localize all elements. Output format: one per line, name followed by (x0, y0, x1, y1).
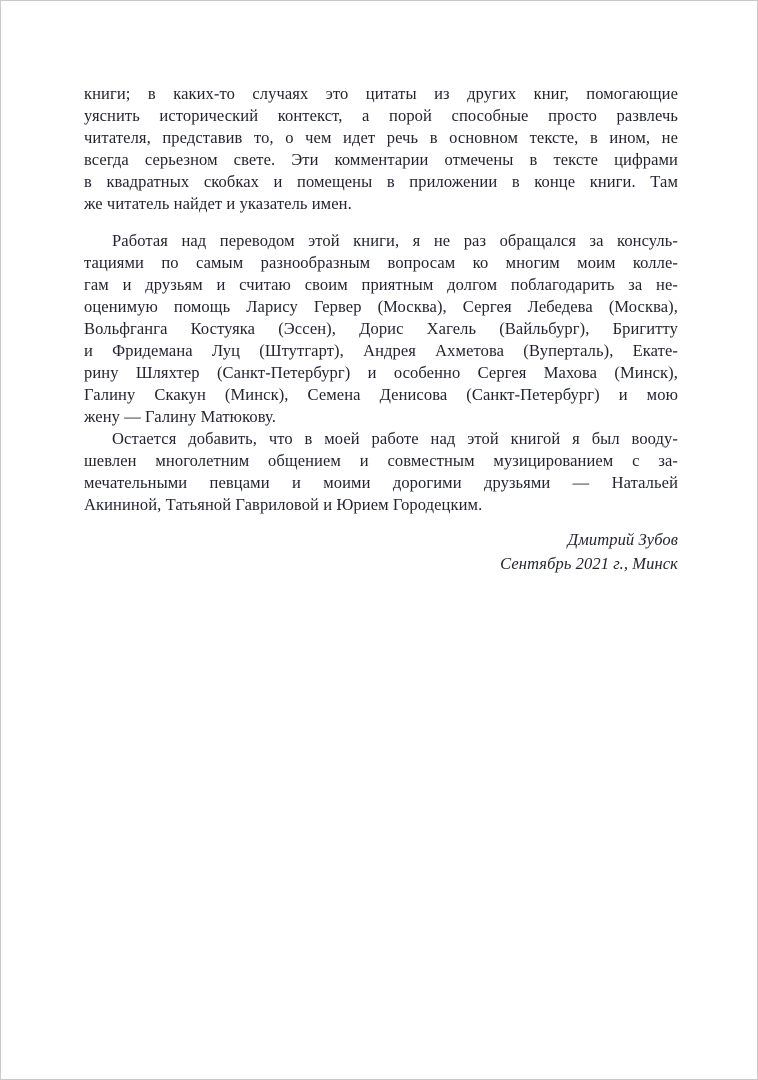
text-line: шевлен многолетним общением и совместным музицированием с за- (84, 451, 678, 470)
text-line: рину Шляхтер (Санкт-Петербург) и особенно Сергея Махова (Минск), (84, 363, 678, 382)
page-text-block (84, 83, 678, 576)
text-line: Вольфганга Костуяка (Эссен), Дорис Хагель (Вайльбург), Бригитту (84, 319, 678, 338)
text-line: в квадратных скобках и помещены в приложении в конце книги. Там (84, 172, 678, 191)
text-line: мечательными певцами и моими дорогими друзьями — Натальей (84, 473, 678, 492)
text-line: жену — Галину Матюкову. (84, 407, 276, 426)
signature-block (84, 528, 678, 576)
text-line: гам и друзьям и считаю своим приятным долгом поблагодарить за не- (84, 275, 678, 294)
text-line: уяснить исторический контекст, а порой способные просто развлечь (84, 106, 678, 125)
paragraphs-container (84, 83, 678, 516)
text-line: же читатель найдет и указатель имен. (84, 194, 352, 213)
paragraph (84, 230, 678, 428)
paragraph (84, 428, 678, 516)
text-line: оценимую помощь Ларису Гервер (Москва), Сергея Лебедева (Москва), (84, 297, 678, 316)
text-line: Галину Скакун (Минск), Семена Денисова (Санкт-Петербург) и мою (84, 385, 678, 404)
text-line: тациями по самым разнообразным вопросам ко многим моим колле- (84, 253, 678, 272)
text-line: читателя, представив то, о чем идет речь в основном тексте, в ином, не (84, 128, 678, 147)
text-line: и Фридемана Луц (Штутгарт), Андрея Ахметова (Вуперталь), Екате- (84, 341, 678, 360)
signature-line: Сентябрь 2021 г., Минск (500, 554, 678, 573)
signature-line: Дмитрий Зубов (567, 530, 678, 549)
text-line: книги; в каких-то случаях это цитаты из других книг, помогающие (84, 84, 678, 103)
text-line: Остается добавить, что в моей работе над этой книгой я был вооду- (112, 429, 678, 448)
text-line: всегда серьезном свете. Эти комментарии отмечены в тексте цифрами (84, 150, 678, 169)
paragraph (84, 83, 678, 215)
text-line: Работая над переводом этой книги, я не раз обращался за консуль- (112, 231, 678, 250)
text-line: Акининой, Татьяной Гавриловой и Юрием Городецким. (84, 495, 483, 514)
